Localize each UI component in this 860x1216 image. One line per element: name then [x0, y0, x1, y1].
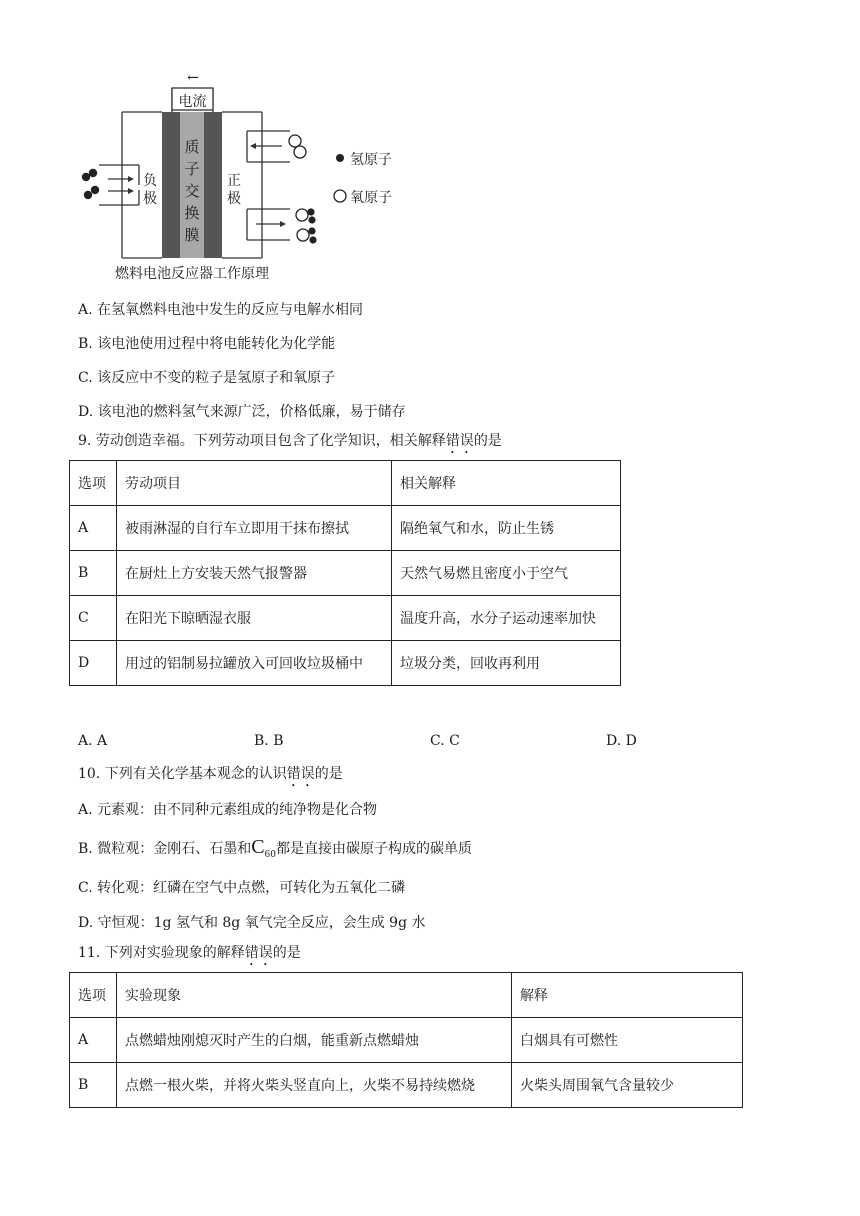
table-row: [70, 506, 621, 551]
membrane-label: 质子交换膜: [184, 138, 200, 244]
c60-subscript: 60: [264, 849, 276, 860]
q10-stem-tail: 的是: [314, 766, 343, 782]
table-cell: 在厨灶上方安装天然气报警器: [117, 551, 392, 596]
header-cell: 劳动项目: [117, 461, 392, 506]
table-cell: 用过的铝制易拉罐放入可回收垃圾桶中: [117, 641, 392, 686]
q10-stem: [78, 763, 343, 790]
q10-stem-text: 10. 下列有关化学基本观念的认识: [78, 766, 287, 782]
table-row: [70, 1063, 743, 1108]
q9-choice-d: D. D: [606, 733, 637, 749]
table-row: [70, 1018, 743, 1063]
q11-stem: [78, 942, 301, 969]
q10-option-b-tail: 都是直接由碳原子构成的碳单质: [276, 841, 472, 857]
table-cell: 在阳光下晾晒湿衣服: [117, 596, 392, 641]
table-cell: 隔绝氧气和水，防止生锈: [392, 506, 621, 551]
table-cell: 温度升高，水分子运动速率加快: [392, 596, 621, 641]
table-cell: 白烟具有可燃性: [512, 1018, 743, 1063]
q9-stem-text: 9. 劳动创造幸福。下列劳动项目包含了化学知识，相关解释: [78, 433, 446, 449]
table-cell: A: [70, 1018, 117, 1063]
table-cell: 天然气易燃且密度小于空气: [392, 551, 621, 596]
q9-stem: [78, 430, 502, 457]
q8-option-b: B. 该电池使用过程中将电能转化为化学能: [78, 336, 336, 352]
table-cell: 点燃一根火柴，并将火柴头竖直向上，火柴不易持续燃烧: [117, 1063, 512, 1108]
q10-option-a: A. 元素观：由不同种元素组成的纯净物是化合物: [78, 802, 378, 818]
q8-option-d: D. 该电池的燃料氢气来源广泛，价格低廉，易于储存: [78, 404, 406, 420]
table-cell: 点燃蜡烛刚熄灭时产生的白烟，能重新点燃蜡烛: [117, 1018, 512, 1063]
table-header-row: [70, 973, 743, 1018]
q11-stem-tail: 的是: [272, 945, 301, 961]
negative-electrode-label: 负极: [143, 173, 157, 207]
positive-electrode-label: 正极: [227, 173, 241, 207]
table-cell: C: [70, 596, 117, 641]
q9-choice-b: B. B: [254, 733, 284, 749]
table-header-row: [70, 461, 621, 506]
q9-stem-emphasis: 错误: [445, 433, 474, 449]
q9-stem-tail: 的是: [473, 433, 502, 449]
q8-option-a: A. 在氢氧燃料电池中发生的反应与电解水相同: [78, 302, 364, 318]
table-row: [70, 551, 621, 596]
table-row: [70, 641, 621, 686]
q8-option-c: C. 该反应中不变的粒子是氢原子和氧原子: [78, 370, 336, 386]
q10-option-b-text: B. 微粒观：金刚石、石墨和: [78, 841, 252, 857]
table-cell: B: [70, 1063, 117, 1108]
header-cell: 相关解释: [392, 461, 621, 506]
legend-hydrogen-label: 氢原子: [350, 152, 392, 168]
q9-choice-a: A. A: [78, 733, 108, 749]
table-cell: A: [70, 506, 117, 551]
q11-stem-emphasis: 错误: [244, 945, 273, 961]
header-cell: 解释: [512, 973, 743, 1018]
q9-choices: [78, 733, 718, 753]
q9-table: [69, 460, 621, 686]
fuel-cell-svg: [0, 0, 420, 290]
table-cell: 被雨淋湿的自行车立即用干抹布擦拭: [117, 506, 392, 551]
current-arrow: ←: [187, 70, 199, 86]
q9-choice-c: C. C: [430, 733, 460, 749]
table-cell: B: [70, 551, 117, 596]
q11-stem-text: 11. 下列对实验现象的解释: [78, 945, 245, 961]
c60-symbol: C: [251, 836, 265, 858]
header-cell: 实验现象: [117, 973, 512, 1018]
current-label: 电流: [178, 94, 207, 110]
header-cell: 选项: [70, 973, 117, 1018]
diagram-caption: 燃料电池反应器工作原理: [115, 266, 269, 282]
legend-oxygen-label: 氧原子: [350, 190, 392, 206]
q10-option-d: D. 守恒观：1g 氢气和 8g 氧气完全反应，会生成 9g 水: [78, 915, 426, 931]
table-cell: 火柴头周围氧气含量较少: [512, 1063, 743, 1108]
c60-formula: [251, 836, 276, 860]
q10-stem-emphasis: 错误: [286, 766, 315, 782]
header-cell: 选项: [70, 461, 117, 506]
table-cell: D: [70, 641, 117, 686]
fuel-cell-diagram: [0, 0, 420, 290]
table-row: [70, 596, 621, 641]
q10-option-b: [78, 836, 472, 860]
q10-option-c: C. 转化观：红磷在空气中点燃，可转化为五氧化二磷: [78, 880, 406, 896]
table-cell: 垃圾分类，回收再利用: [392, 641, 621, 686]
q11-table: [69, 972, 743, 1108]
